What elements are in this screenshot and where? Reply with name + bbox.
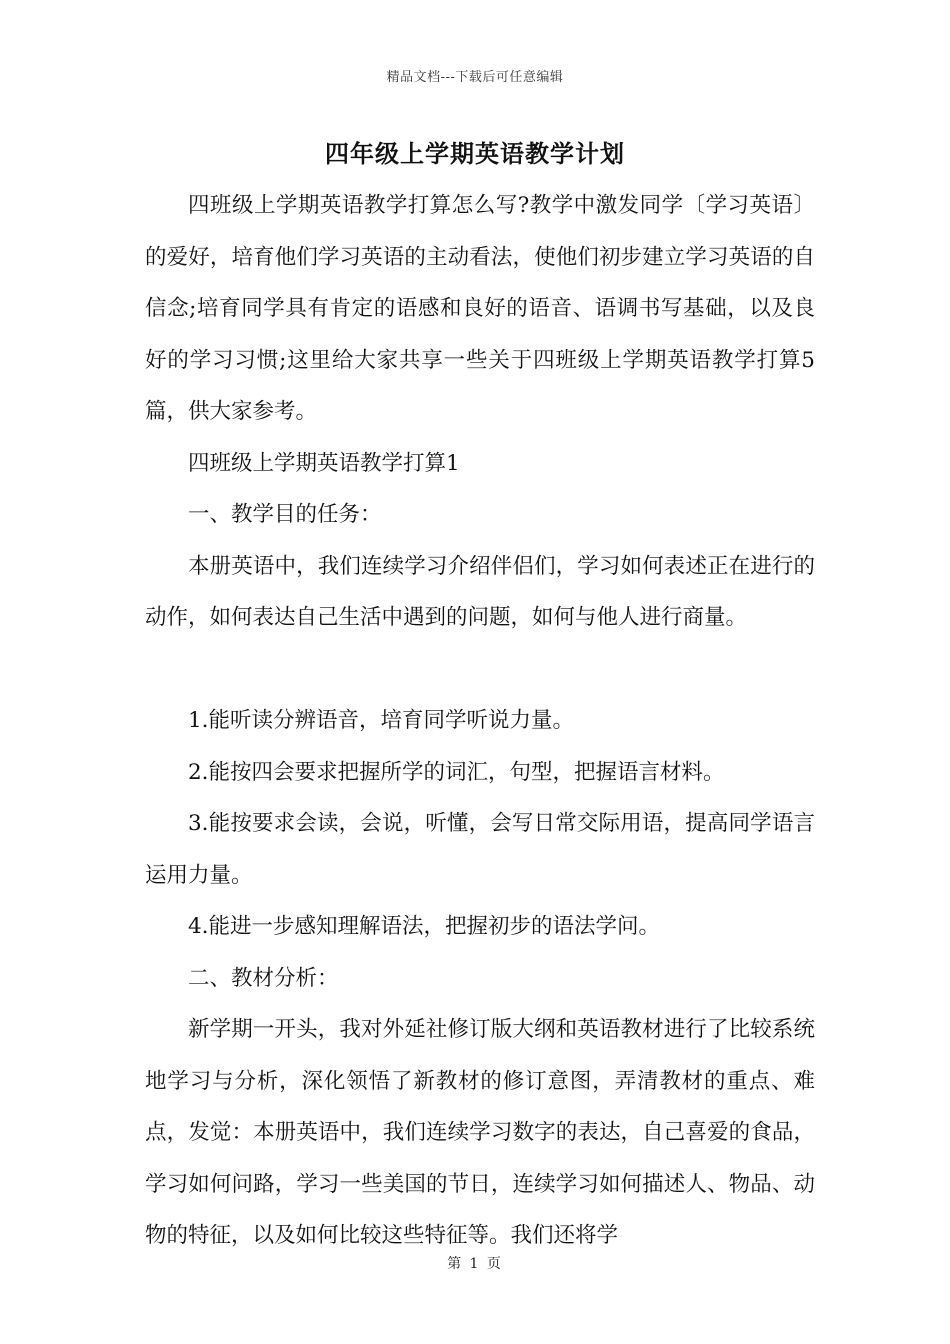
page-number: 第 1 页	[447, 1256, 503, 1272]
list-item-2: 2.能按四会要求把握所学的词汇，句型，把握语言材料。	[188, 759, 725, 785]
analysis-paragraph: 新学期一开头，我对外延社修订版大纲和英语教材进行了比较系统地学习与分析，深化领悟了新教材的修订意图，弄清教材的重点、难点，发觉：本册英语中，我们连续学习数字的表达，自己喜爱的食品，学习如何问路，学习一些美国的节日，连续学习如何描述人、物品、动物的特征，以及如何比较这些特征等。我们还将学	[145, 1017, 815, 1248]
objectives-paragraph: 本册英语中，我们连续学习介绍伴侣们，学习如何表述正在进行的动作，如何表达自己生活中遇到的问题，如何与他人进行商量。	[145, 553, 815, 630]
section-heading-analysis: 二、教材分析：	[188, 965, 339, 991]
list-item-3: 3.能按要求会读，会说，听懂，会写日常交际用语，提高同学语言运用力量。	[145, 811, 815, 888]
document-title: 四年级上学期英语教学计划	[325, 139, 625, 168]
section-heading-objectives: 一、教学目的任务：	[188, 502, 382, 527]
document-body	[145, 180, 815, 1262]
page-header: 精品文档---下载后可任意编辑	[386, 70, 564, 85]
paragraph-spacer	[145, 644, 815, 696]
section-heading-plan-1: 四班级上学期英语教学打算1	[188, 450, 460, 476]
list-item-1: 1.能听读分辨语音，培育同学听说力量。	[188, 708, 575, 733]
intro-paragraph: 四班级上学期英语教学打算怎么写?教学中激发同学〔学习英语〕的爱好，培育他们学习英语的主动看法，使他们初步建立学习英语的自信念;培育同学具有肯定的语感和良好的语音、语调书写基础，以及良好的学习习惯;这里给大家共享一些关于四班级上学期英语教学打算5篇，供大家参考。	[145, 193, 815, 424]
list-item-4: 4.能进一步感知理解语法，把握初步的语法学问。	[188, 914, 661, 939]
